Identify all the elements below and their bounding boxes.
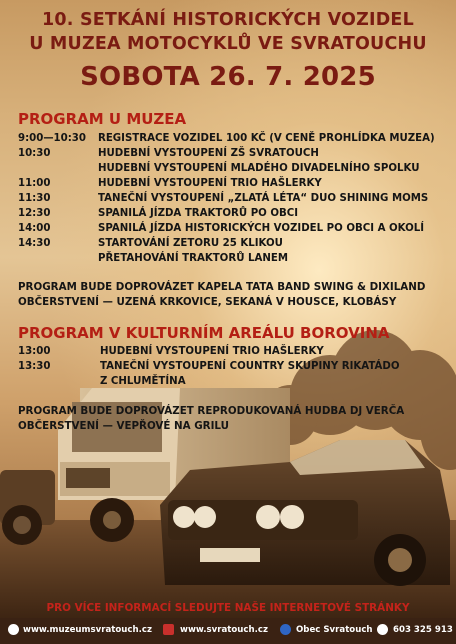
schedule-text: PŘETAHOVÁNÍ TRAKTORŮ LANEM bbox=[98, 253, 289, 264]
schedule-time: 10:30 bbox=[18, 148, 51, 159]
event-subtitle: U MUZEA MOTOCYKLŮ VE SVRATOUCHU bbox=[29, 34, 427, 54]
event-title: 10. SETKÁNÍ HISTORICKÝCH VOZIDEL bbox=[42, 10, 414, 30]
schedule-text: STARTOVÁNÍ ZETORU 25 KLIKOU bbox=[98, 238, 283, 249]
section-title-borovina: PROGRAM V KULTURNÍM AREÁLU BOROVINA bbox=[18, 324, 390, 342]
schedule-time: 9:00—10:30 bbox=[18, 133, 86, 144]
schedule-text: TANEČNÍ VYSTOUPENÍ COUNTRY SKUPINY RIKATÁDO bbox=[100, 361, 400, 372]
schedule-text: HUDEBNÍ VYSTOUPENÍ MLADÉHO DIVADELNÍHO SPOLKU bbox=[98, 163, 420, 174]
schedule-text: Z CHLUMĚTÍNA bbox=[100, 376, 186, 387]
schedule-time: 11:30 bbox=[18, 193, 51, 204]
info-line: PRO VÍCE INFORMACÍ SLEDUJTE NAŠE INTERNETOVÉ STRÁNKY bbox=[46, 602, 410, 614]
schedule-time: 13:30 bbox=[18, 361, 51, 372]
music-note: PROGRAM BUDE DOPROVÁZET KAPELA TATA BAND SWING & DIXILAND bbox=[18, 281, 426, 293]
coat-of-arms-icon bbox=[163, 624, 174, 635]
facebook-icon bbox=[280, 624, 291, 635]
schedule-text: REGISTRACE VOZIDEL 100 KČ (V CENĚ PROHLÍDKA MUZEA) bbox=[98, 133, 435, 144]
phone-number: 603 325 913 bbox=[393, 625, 453, 635]
schedule-text: HUDEBNÍ VYSTOUPENÍ TRIO HAŠLERKY bbox=[98, 178, 322, 189]
schedule-time: 12:30 bbox=[18, 208, 51, 219]
schedule-time: 14:00 bbox=[18, 223, 51, 234]
schedule-text: TANEČNÍ VYSTOUPENÍ „ZLATÁ LÉTA“ DUO SHINING MOMS bbox=[98, 193, 429, 204]
schedule-text: SPANILÁ JÍZDA TRAKTORŮ PO OBCI bbox=[98, 208, 299, 219]
music-note: PROGRAM BUDE DOPROVÁZET REPRODUKOVANÁ HUDBA DJ VERČA bbox=[18, 405, 405, 417]
schedule-time: 11:00 bbox=[18, 178, 51, 189]
refreshment-note: OBČERSTVENÍ — UZENÁ KRKOVICE, SEKANÁ V HOUSCE, KLOBÁSY bbox=[18, 296, 397, 308]
schedule-text: HUDEBNÍ VYSTOUPENÍ TRIO HAŠLERKY bbox=[100, 346, 324, 357]
website-link[interactable]: www.muzeumsvratouch.cz bbox=[23, 625, 152, 635]
facebook-link[interactable]: Obec Svratouch bbox=[296, 625, 373, 635]
phone-icon bbox=[377, 624, 388, 635]
schedule-time: 14:30 bbox=[18, 238, 51, 249]
schedule-time: 13:00 bbox=[18, 346, 51, 357]
schedule-text: HUDEBNÍ VYSTOUPENÍ ZŠ SVRATOUCH bbox=[98, 148, 319, 159]
refreshment-note: OBČERSTVENÍ — VEPŘOVÉ NA GRILU bbox=[18, 420, 229, 432]
event-date: SOBOTA 26. 7. 2025 bbox=[80, 62, 376, 92]
section-title-muzeum: PROGRAM U MUZEA bbox=[18, 110, 187, 128]
schedule-text: SPANILÁ JÍZDA HISTORICKÝCH VOZIDEL PO OBCI A OKOLÍ bbox=[98, 223, 425, 234]
globe-icon bbox=[8, 624, 19, 635]
website-link[interactable]: www.svratouch.cz bbox=[180, 625, 268, 635]
